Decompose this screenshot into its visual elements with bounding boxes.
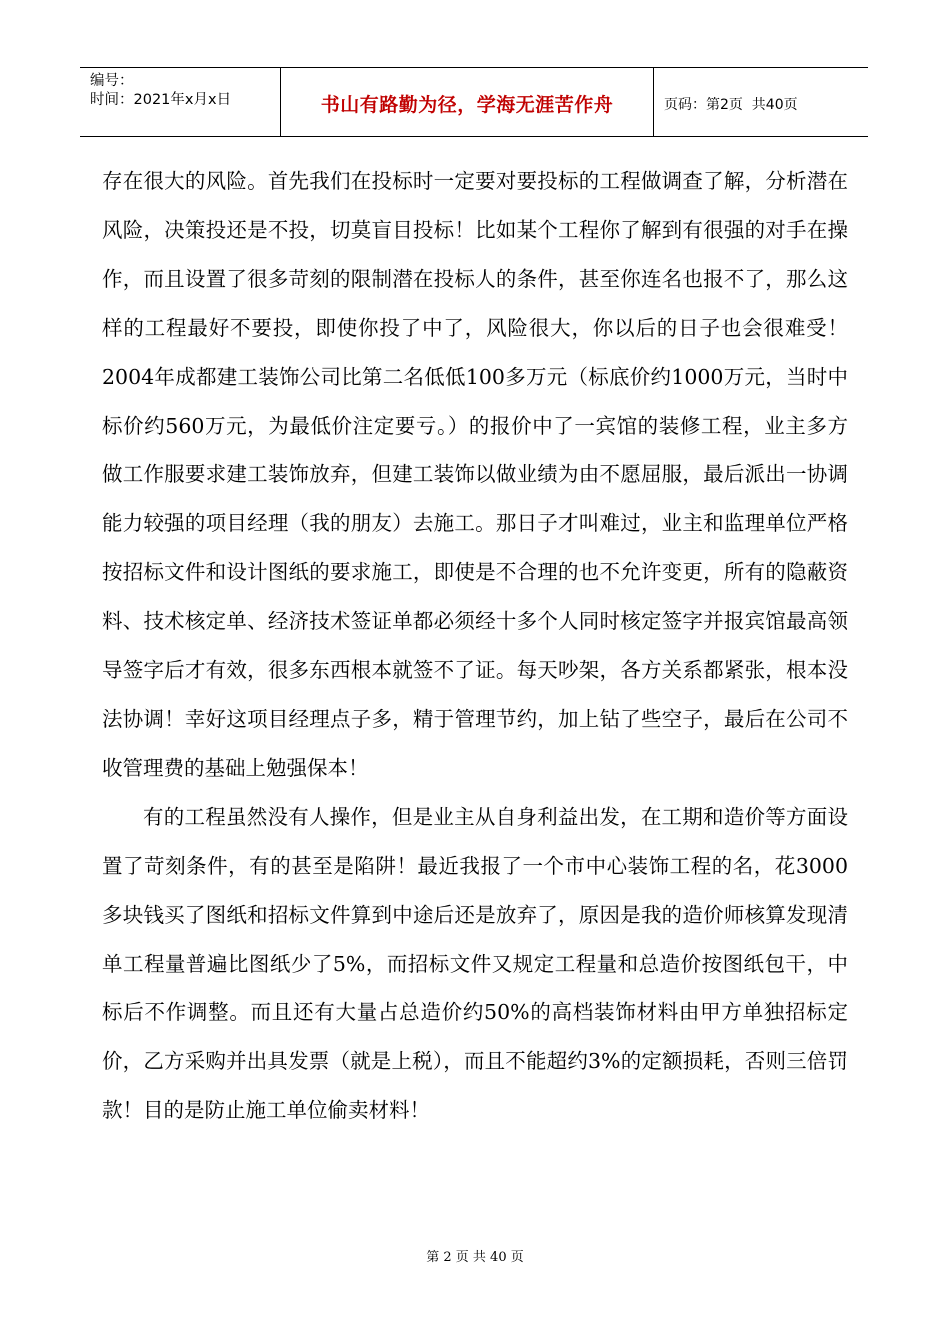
- document-number-label: 编号：: [90, 73, 134, 89]
- document-body: [102, 157, 848, 1135]
- document-time-label: 时间：2021年x月x日: [90, 92, 232, 108]
- page-header: [80, 67, 868, 137]
- header-page-info: 页码：第2页 共40页: [664, 96, 798, 113]
- body-paragraph-1: 存在很大的风险。首先我们在投标时一定要对要投标的工程做调查了解，分析潜在风险，决策投还是不投，切莫盲目投标！比如某个工程你了解到有很强的对手在操作，而且设置了很多苛刻的限制潜在投标人的条件，甚至你连名也报不了，那么这样的工程最好不要投，即使你投了中了，风险很大，你以后的日子也会很难受！2004年成都建工装饰公司比第二名低低100多万元（标底价约1000万元，当时中标价约560万元，为最低价注定要亏。）的报价中了一宾馆的装修工程，业主多方做工作服要求建工装饰放弃，但建工装饰以做业绩为由不愿屈服，最后派出一协调能力较强的项目经理（我的朋友）去施工。那日子才叫难过，业主和监理单位严格按招标文件和设计图纸的要求施工，即使是不合理的也不允许变更，所有的隐蔽资料、技术核定单、经济技术签证单都必须经十多个人同时核定签字并报宾馆最高领导签字后才有效，很多东西根本就签不了证。每天吵架，各方关系都紧张，根本没法协调！幸好这项目经理点子多，精于管理节约，加上钻了些空子，最后在公司不收管理费的基础上勉强保本！: [102, 169, 848, 780]
- header-page-cell: [654, 68, 868, 136]
- page-footer: [0, 1246, 950, 1265]
- body-paragraph-2: 有的工程虽然没有人操作，但是业主从自身利益出发，在工期和造价等方面设置了苛刻条件，有的甚至是陷阱！最近我报了一个市中心装饰工程的名，花3000多块钱买了图纸和招标文件算到中途后还是放弃了，原因是我的造价师核算发现清单工程量普遍比图纸少了5%，而招标文件又规定工程量和总造价按图纸包干，中标后不作调整。而且还有大量占总造价约50%的高档装饰材料由甲方单独招标定价，乙方采购并出具发票（就是上税），而且不能超约3%的定额损耗，否则三倍罚款！目的是防止施工单位偷卖材料！: [102, 804, 848, 1123]
- footer-page-number: 第 2 页 共 40 页: [426, 1250, 524, 1265]
- header-meta-cell: [80, 68, 281, 136]
- header-motto: 书山有路勤为径，学海无涯苦作舟: [320, 94, 614, 116]
- header-motto-cell: [281, 68, 654, 136]
